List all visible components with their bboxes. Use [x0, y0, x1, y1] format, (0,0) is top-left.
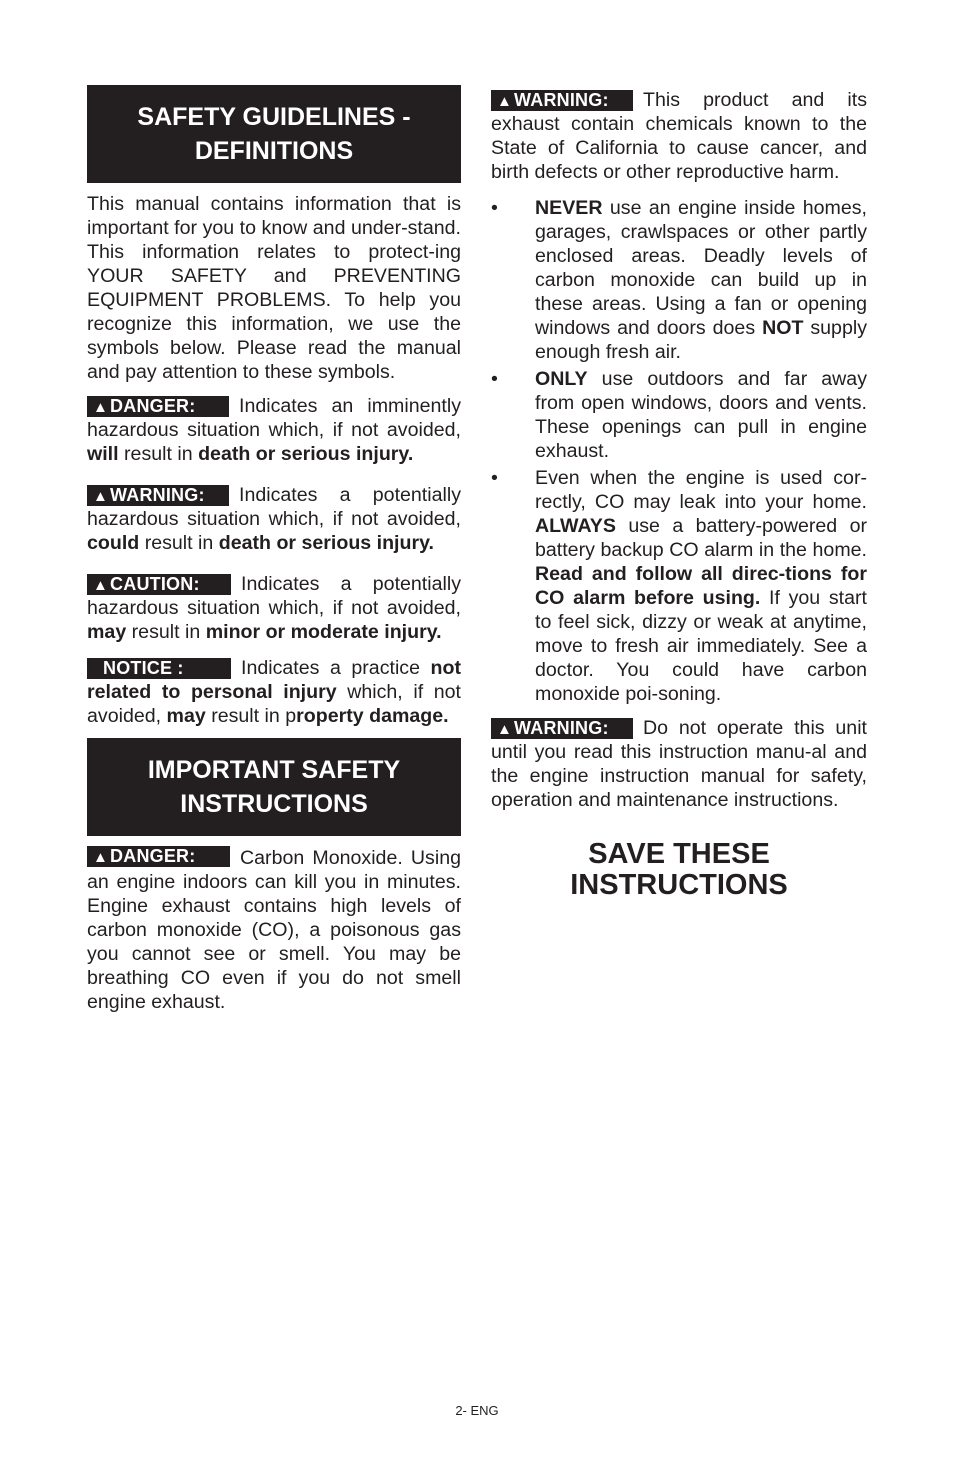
warning-triangle-icon: ▲	[93, 399, 109, 416]
warning-triangle-icon: ▲	[93, 488, 109, 505]
california-warning: ▲ WARNING: This product and its exhaust contain chemicals known to the State of California to cause cancer, and birth defects or other reproductive harm.	[491, 89, 867, 183]
list-item: • Even when the engine is used cor-rectly, CO may leak into your home. ALWAYS use a battery-powered or battery backup CO alarm in the home. Read and follow all direc-tions for CO alarm before using. If you start to feel sick, dizzy or weak at anytime, move to fresh air immediately. See a doctor. You could have carbon monoxide poi-soning.	[491, 467, 867, 705]
important-safety-heading: IMPORTANT SAFETY INSTRUCTIONS	[87, 738, 461, 836]
co-danger-paragraph: ▲ DANGER: Carbon Monoxide. Using an engine indoors can kill you in minutes. Engine exhaust contains high levels of carbon monoxide (CO), a poisonous gas you cannot see or smell. You may be breathing CO even if you do not smell engine exhaust.	[87, 846, 461, 1013]
notice-badge: NOTICE :	[87, 658, 231, 679]
safety-guidelines-heading: SAFETY GUIDELINES - DEFINITIONS	[87, 85, 461, 183]
intro-paragraph: This manual contains information that is important for you to know and under-stand. This information relates to protect-ing YOUR SAFETY and PREVENTING EQUIPMENT PROBLEMS. To help you recognize this information, we use the symbols below. Please read the manual and pay attention to these symbols.	[87, 193, 461, 383]
right-column	[491, 88, 867, 901]
notice-definition: NOTICE : Indicates a practice not related to personal injury which, if not avoided, may result in property damage.	[87, 657, 461, 727]
warning-triangle-icon: ▲	[497, 93, 513, 110]
caution-definition: ▲ CAUTION: Indicates a potentially hazardous situation which, if not avoided, may result in minor or moderate injury.	[87, 573, 461, 643]
danger-definition: ▲ DANGER: Indicates an imminently hazardous situation which, if not avoided, will result in death or serious injury.	[87, 395, 461, 465]
warning-triangle-icon: ▲	[497, 721, 513, 738]
warning-badge: ▲ WARNING:	[87, 485, 229, 506]
co-bullet-list	[491, 196, 867, 706]
warning-triangle-icon: ▲	[93, 577, 109, 594]
warning-badge: ▲ WARNING:	[491, 718, 633, 739]
caution-badge: ▲ CAUTION:	[87, 574, 231, 595]
manual-warning: ▲ WARNING: Do not operate this unit until you read this instruction manu-al and the engine instruction manual for safety, operation and maintenance instructions.	[491, 717, 867, 811]
left-column	[87, 85, 461, 1014]
page-number: 2- ENG	[455, 1403, 499, 1418]
danger-badge: ▲ DANGER:	[87, 846, 230, 867]
warning-badge: ▲ WARNING:	[491, 90, 633, 111]
warning-triangle-icon: ▲	[93, 849, 109, 866]
list-item: • NEVER use an engine inside homes, garages, crawlspaces or other partly enclosed areas. Deadly levels of carbon monoxide can build up in these areas. Using a fan or opening windows and doors does NOT supply enough fresh air.	[491, 197, 867, 363]
danger-badge: ▲ DANGER:	[87, 396, 229, 417]
list-item: • ONLY use outdoors and far away from open windows, doors and vents. These openings can pull in engine exhaust.	[491, 368, 867, 462]
save-instructions-heading: SAVE THESE INSTRUCTIONS	[570, 838, 788, 901]
warning-definition: ▲ WARNING: Indicates a potentially hazardous situation which, if not avoided, could result in death or serious injury.	[87, 484, 461, 554]
